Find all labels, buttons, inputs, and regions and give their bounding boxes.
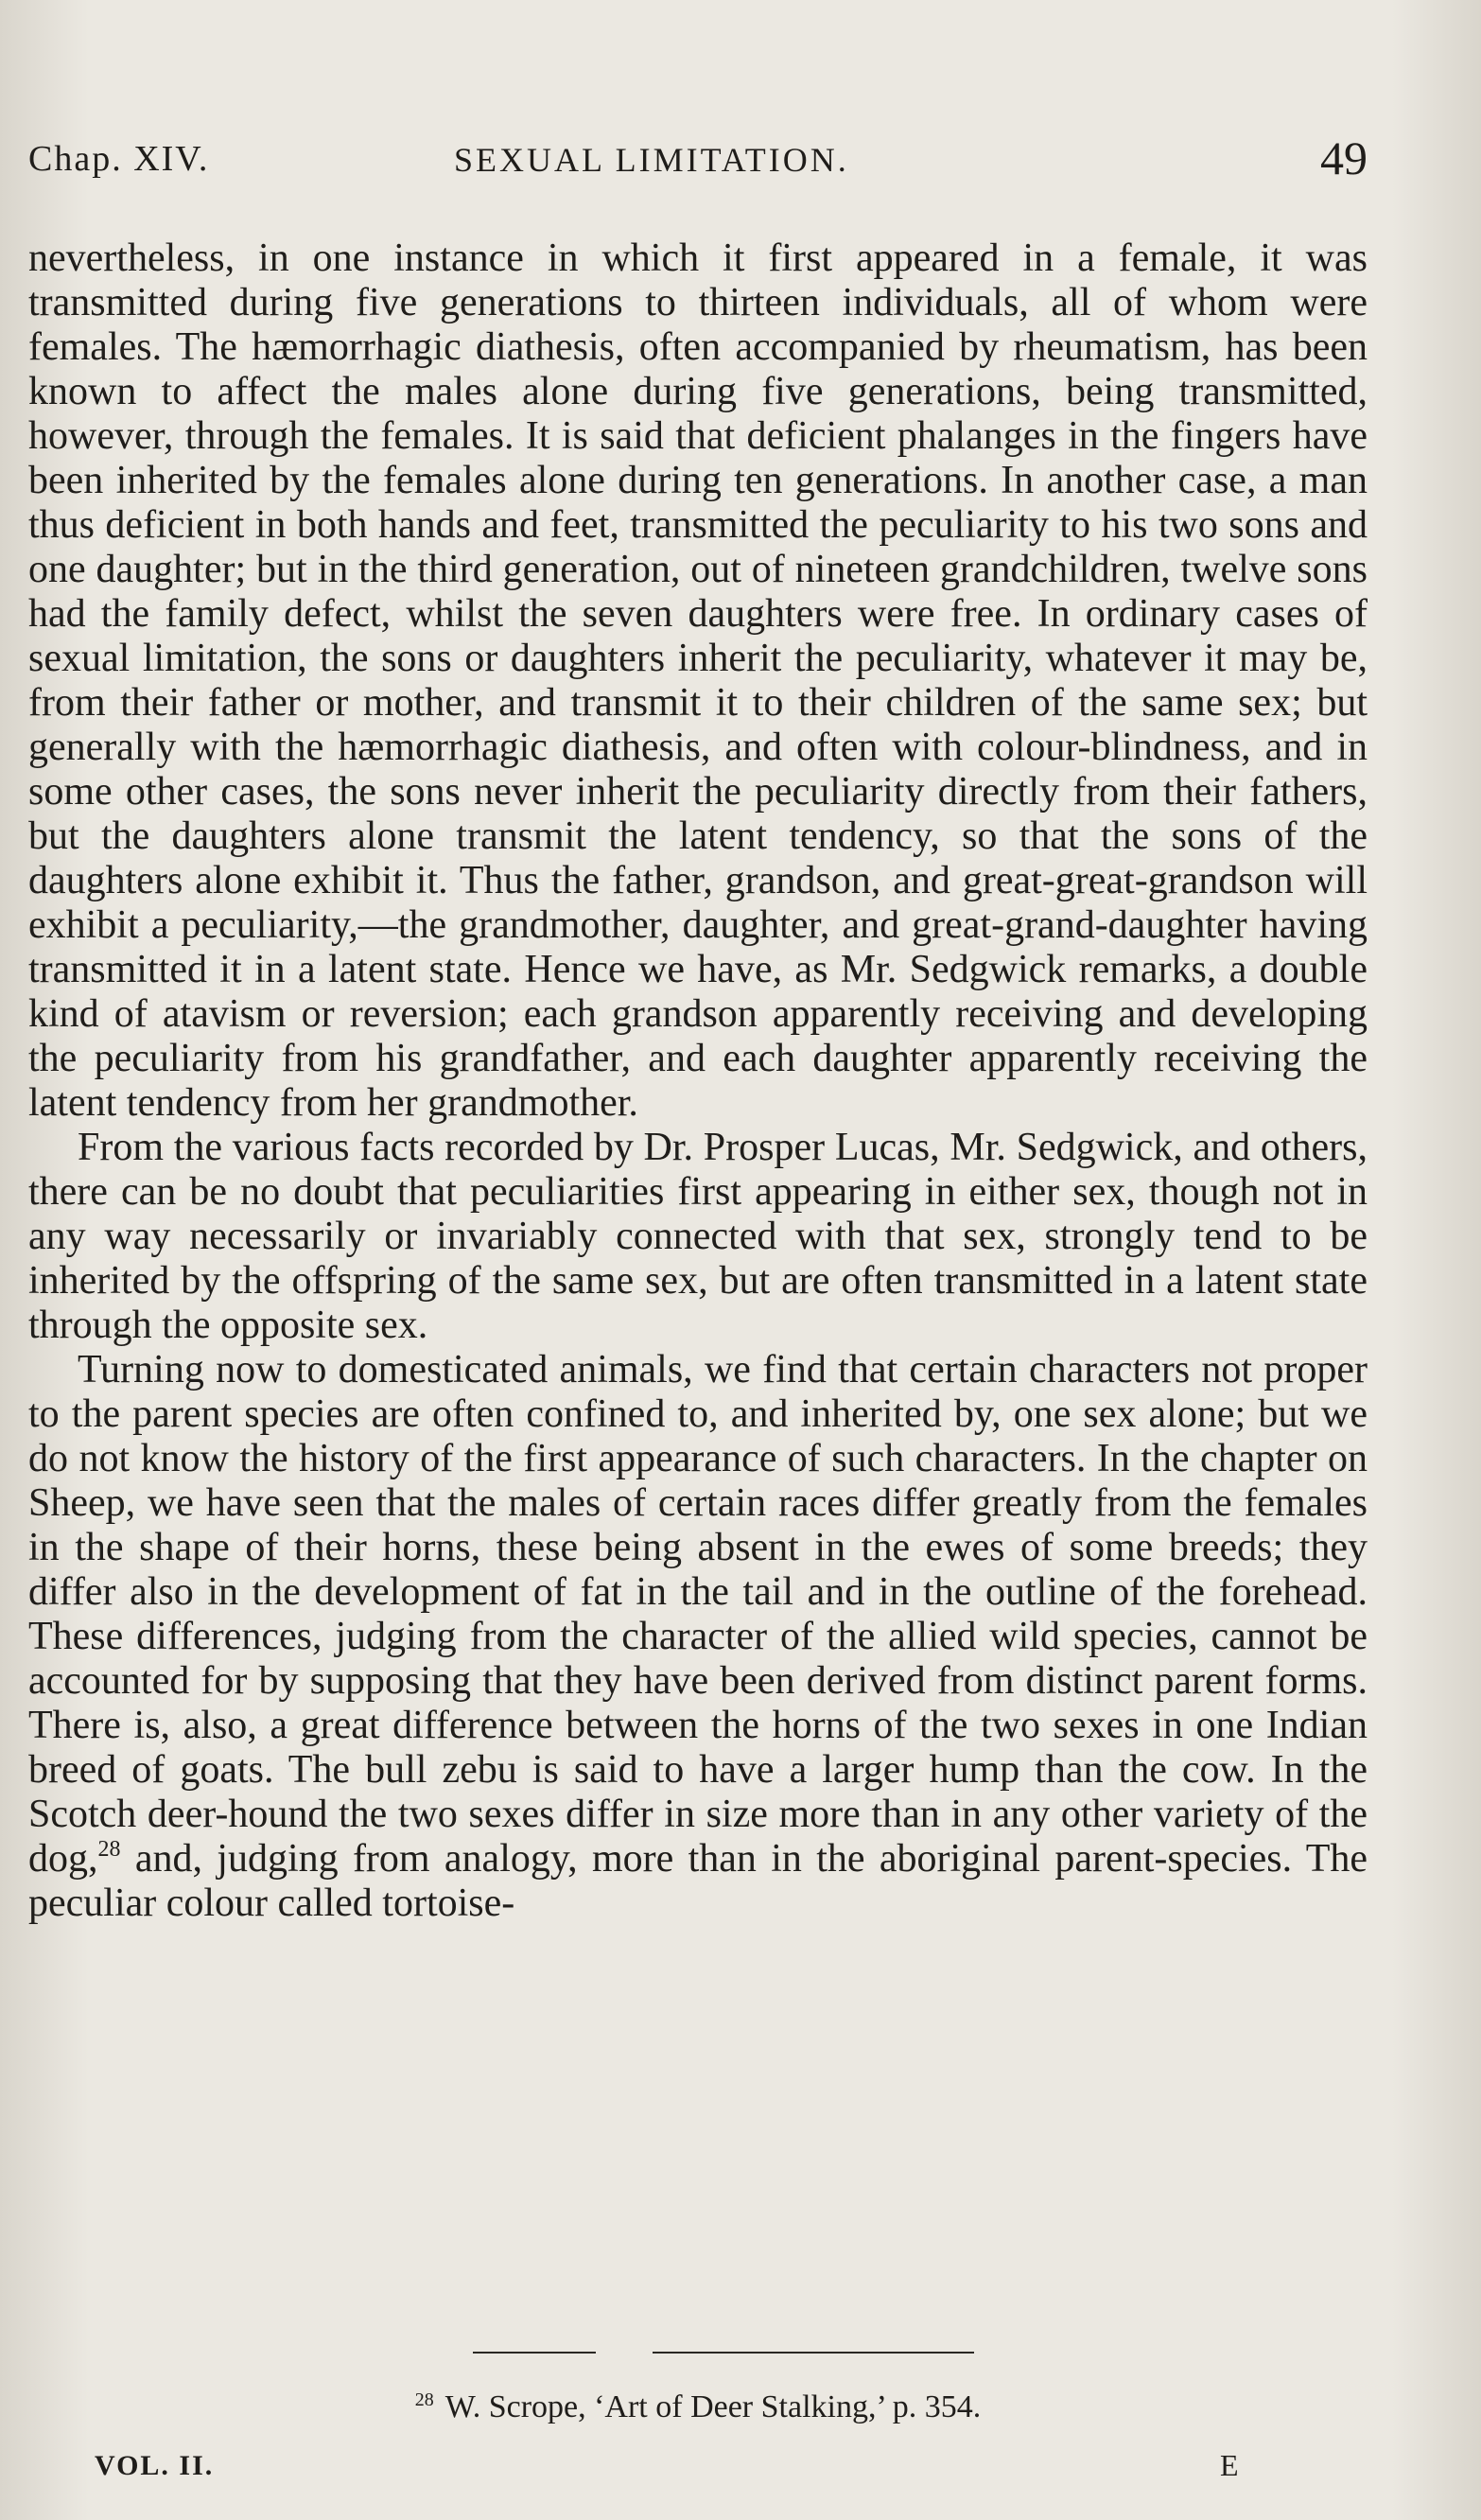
- body-text: [28, 236, 1368, 1926]
- running-head: [28, 131, 1368, 187]
- volume-signature: VOL. II.: [95, 2450, 215, 2481]
- page-number: 49: [1320, 131, 1368, 184]
- paragraph-3-text-after-ref: and, judging from analogy, more than in the aboriginal parent-species. The peculiar colour called tortoise-: [28, 1837, 1368, 1925]
- footnote-reference: 28: [97, 1837, 121, 1862]
- chapter-label: Chap. XIV.: [28, 139, 210, 179]
- page-title: SEXUAL LIMITATION.: [454, 141, 849, 179]
- signature-letter: E: [1220, 2448, 1239, 2482]
- paragraph-2: From the various facts recorded by Dr. Prosper Lucas, Mr. Sedgwick, and others, there can be no doubt that peculiarities first appearing in either sex, though not in any way necessarily or invariably connected with that sex, strongly tend to be inherited by the offspring of the same sex, but are often transmitted in a latent state through the opposite sex.: [28, 1126, 1368, 1347]
- footnote-rule-left: [473, 2352, 596, 2354]
- book-page: [28, 0, 1368, 2520]
- footnote: [28, 2389, 1368, 2425]
- footnote-rule: [473, 2352, 984, 2355]
- footnote-number: 28: [414, 2389, 434, 2410]
- paragraph-3-text-before-ref: Turning now to domesticated animals, we find that certain characters not proper to the parent species are often confined to, and inherited by, one sex alone; but we do not know the history of the first appearance of such characters. In the chapter on Sheep, we have seen that the males of certain races differ greatly from the females in the shape of their horns, these being absent in the ewes of some breeds; they differ also in the development of fat in the tail and in the outline of the forehead. These differences, judging from the character of the allied wild species, cannot be accounted for by supposing that they have been derived from distinct parent forms. There is, also, a great difference between the horns of the two sexes in one Indian breed of goats. The bull zebu is said to have a larger hump than the cow. In the Scotch deer-hound the two sexes differ in size more than in any other variety of the dog,: [28, 1348, 1368, 1881]
- footnote-text: W. Scrope, ‘Art of Deer Stalking,’ p. 354.: [444, 2389, 982, 2424]
- footnote-rule-right: [653, 2352, 974, 2354]
- paragraph-1: nevertheless, in one instance in which it first appeared in a female, it was transmitted during five generations to thirteen individuals, all of whom were females. The hæmorrhagic diathesis, often accompanied by rheumatism, has been known to affect the males alone during five generations, being transmitted, however, through the females. It is said that deficient phalanges in the fingers have been inherited by the females alone during ten generations. In another case, a man thus deficient in both hands and feet, transmitted the peculiarity to his two sons and one daughter; but in the third generation, out of nineteen grandchildren, twelve sons had the family defect, whilst the seven daughters were free. In ordinary cases of sexual limitation, the sons or daughters inherit the peculiarity, whatever it may be, from their father or mother, and transmit it to their children of the same sex; but generally with the hæmorrhagic diathesis, and often with colour-blindness, and in some other cases, the sons never inherit the peculiarity directly from their fathers, but the daughters alone transmit the latent tendency, so that the sons of the daughters alone exhibit it. Thus the father, grandson, and great-great-grandson will exhibit a peculiarity,—the grandmother, daughter, and great-grand-daughter having transmitted it in a latent state. Hence we have, as Mr. Sedgwick remarks, a double kind of atavism or reversion; each grandson apparently receiving and developing the peculiarity from his grandfather, and each daughter apparently receiving the latent tendency from her grandmother.: [28, 236, 1368, 1125]
- paragraph-3: [28, 1348, 1368, 1926]
